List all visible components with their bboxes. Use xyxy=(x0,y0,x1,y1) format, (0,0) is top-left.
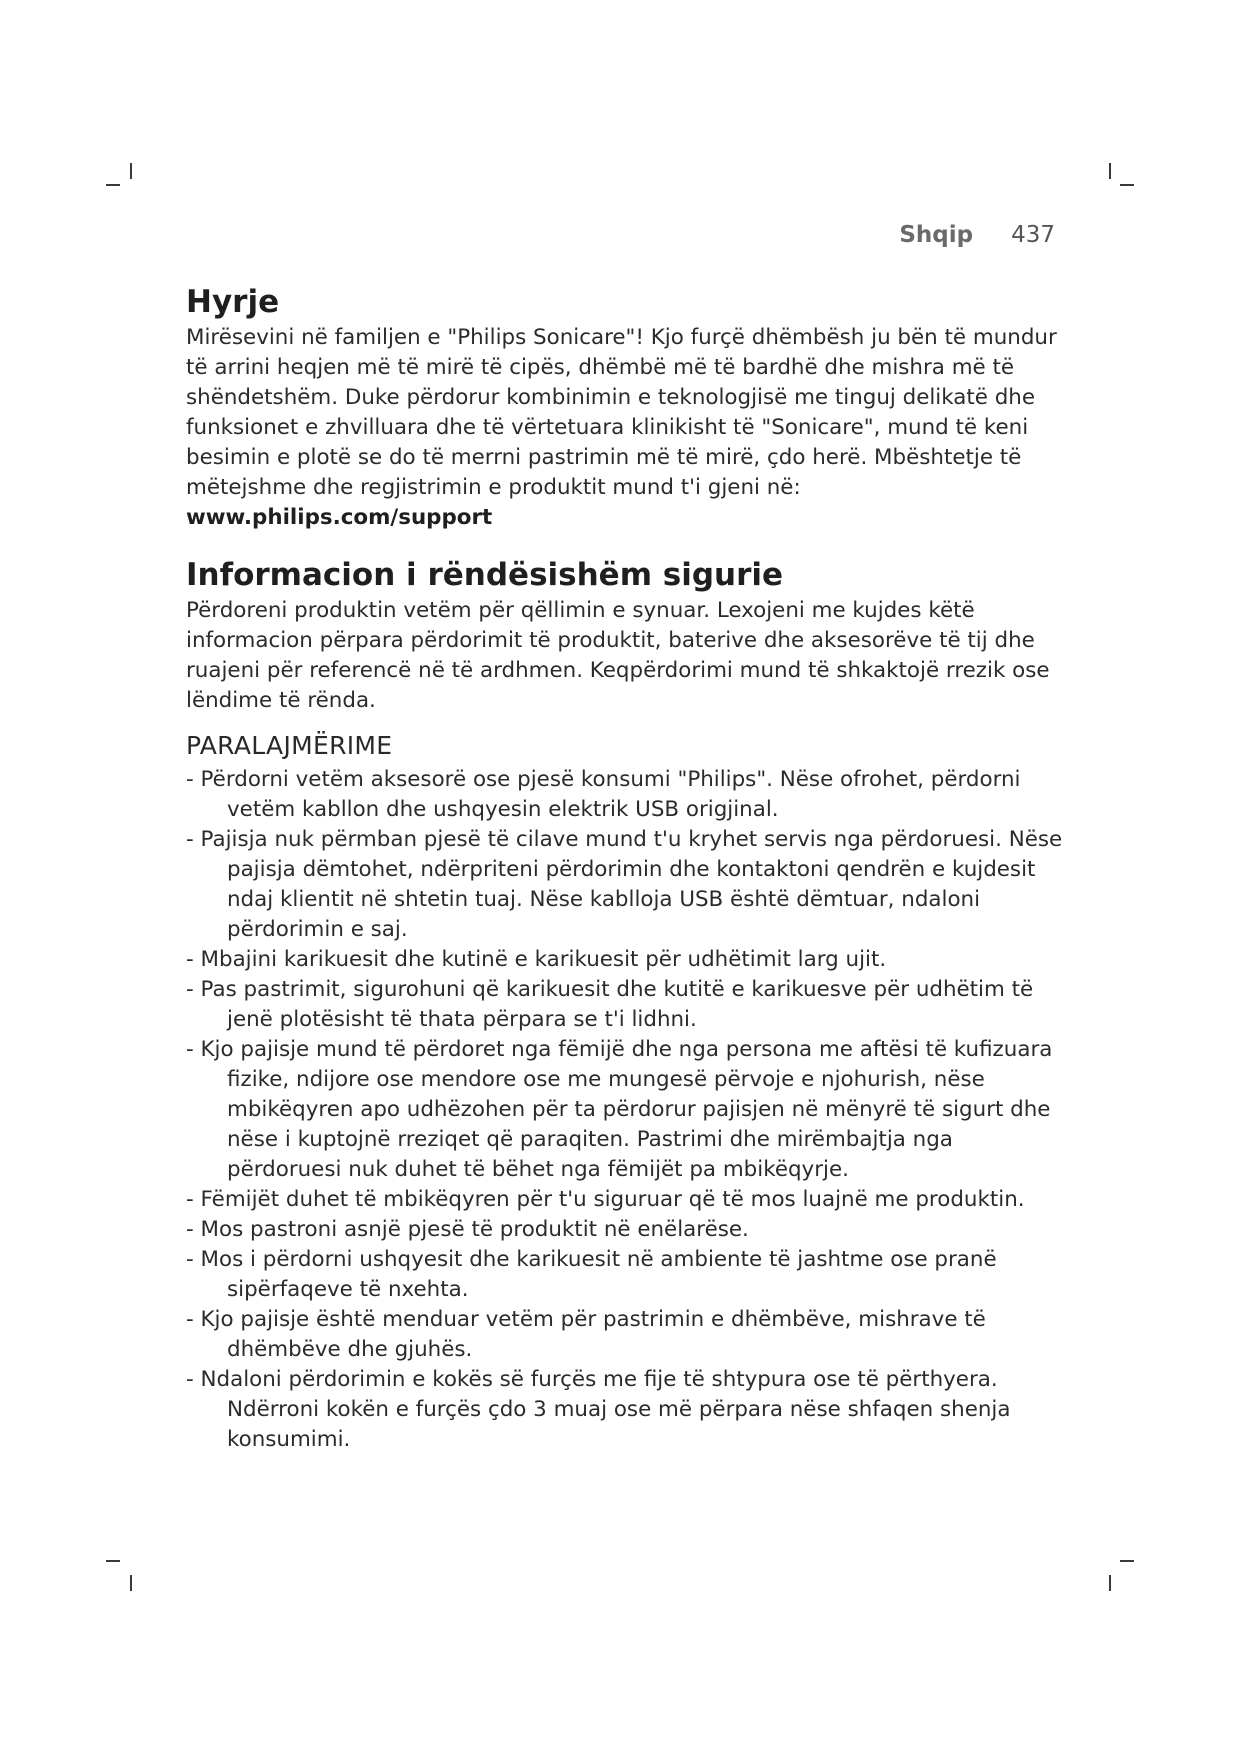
crop-mark xyxy=(1109,163,1111,179)
page-content xyxy=(186,282,1066,1455)
crop-mark xyxy=(106,1560,120,1562)
crop-mark xyxy=(130,1575,132,1591)
intro-heading: Hyrje xyxy=(186,284,280,320)
warnings-heading: PARALAJMËRIME xyxy=(186,731,393,760)
warning-item: - Kjo pajisje është menduar vetëm për pastrimin e dhëmbëve, mishrave të dhëmbëve dhe gjuhës. xyxy=(186,1305,1066,1365)
warning-item: - Përdorni vetëm aksesorë ose pjesë konsumi "Philips". Nëse ofrohet, përdorni vetëm kabllon dhe ushqyesin elektrik USB origjinal. xyxy=(186,765,1066,825)
warning-item: - Mos pastroni asnjë pjesë të produktit në enëlarëse. xyxy=(186,1215,1066,1245)
header-language: Shqip xyxy=(899,222,974,248)
warning-item: - Ndaloni përdorimin e kokës së furçës me fije të shtypura ose të përthyera. Ndërroni kokën e furçës çdo 3 muaj ose më përpara nëse shfaqen shenja konsumimi. xyxy=(186,1365,1066,1455)
crop-mark xyxy=(1120,184,1134,186)
crop-mark xyxy=(1109,1575,1111,1591)
safety-heading: Informacion i rëndësishëm sigurie xyxy=(186,557,784,593)
crop-mark xyxy=(1120,1560,1134,1562)
warning-item: - Kjo pajisje mund të përdoret nga fëmijë dhe nga persona me aftësi të kufizuara fizike, ndijore ose mendore ose me mungesë përvoje e njohurish, nëse mbikëqyren apo udhëzohen për ta përdorur pajisjen në mënyrë të sigurt dhe nëse i kuptojnë rreziqet që paraqiten. Pastrimi dhe mirëmbajtja nga përdoruesi nuk duhet të bëhet nga fëmijët pa mbikëqyrje. xyxy=(186,1035,1066,1185)
page-header xyxy=(899,222,1055,248)
intro-paragraph: Mirësevini në familjen e "Philips Sonicare"! Kjo furçë dhëmbësh ju bën të mundur të arrini heqjen më të mirë të cipës, dhëmbë më të bardhë dhe mishra më të shëndetshëm. Duke përdorur kombinimin e teknologjisë me tinguj delikatë dhe funksionet e zhvilluara dhe të vërtetuara klinikisht të "Sonicare", mund të keni besimin e plotë se do të merrni pastrimin më të mirë, çdo herë. Mbështetje të mëtejshme dhe regjistrimin e produktit mund t'i gjeni në: xyxy=(186,325,1057,500)
warning-item: - Pajisja nuk përmban pjesë të cilave mund t'u kryhet servis nga përdoruesi. Nëse pajisja dëmtohet, ndërpriteni përdorimin dhe kontaktoni qendrën e kujdesit ndaj klientit në shtetin tuaj. Nëse kablloja USB është dëmtuar, ndaloni përdorimin e saj. xyxy=(186,825,1066,945)
warning-item: - Pas pastrimit, sigurohuni që karikuesit dhe kutitë e karikuesve për udhëtim të jenë plotësisht të thata përpara se t'i lidhni. xyxy=(186,975,1066,1035)
page-number: 437 xyxy=(1011,222,1055,248)
safety-paragraph: Përdoreni produktin vetëm për qëllimin e synuar. Lexojeni me kujdes këtë informacion përpara përdorimit të produktit, baterive dhe aksesorëve të tij dhe ruajeni për referencë në të ardhmen. Keqpërdorimi mund të shkaktojë rrezik ose lëndime të rënda. xyxy=(186,598,1050,713)
support-url: www.philips.com/support xyxy=(186,505,493,530)
warning-item: - Fëmijët duhet të mbikëqyren për t'u siguruar që të mos luajnë me produktin. xyxy=(186,1185,1066,1215)
crop-mark xyxy=(130,163,132,179)
warnings-list xyxy=(186,765,1066,1455)
warning-item: - Mos i përdorni ushqyesit dhe karikuesit në ambiente të jashtme ose pranë sipërfaqeve të nxehta. xyxy=(186,1245,1066,1305)
warning-item: - Mbajini karikuesit dhe kutinë e karikuesit për udhëtimit larg ujit. xyxy=(186,945,1066,975)
crop-mark xyxy=(106,184,120,186)
